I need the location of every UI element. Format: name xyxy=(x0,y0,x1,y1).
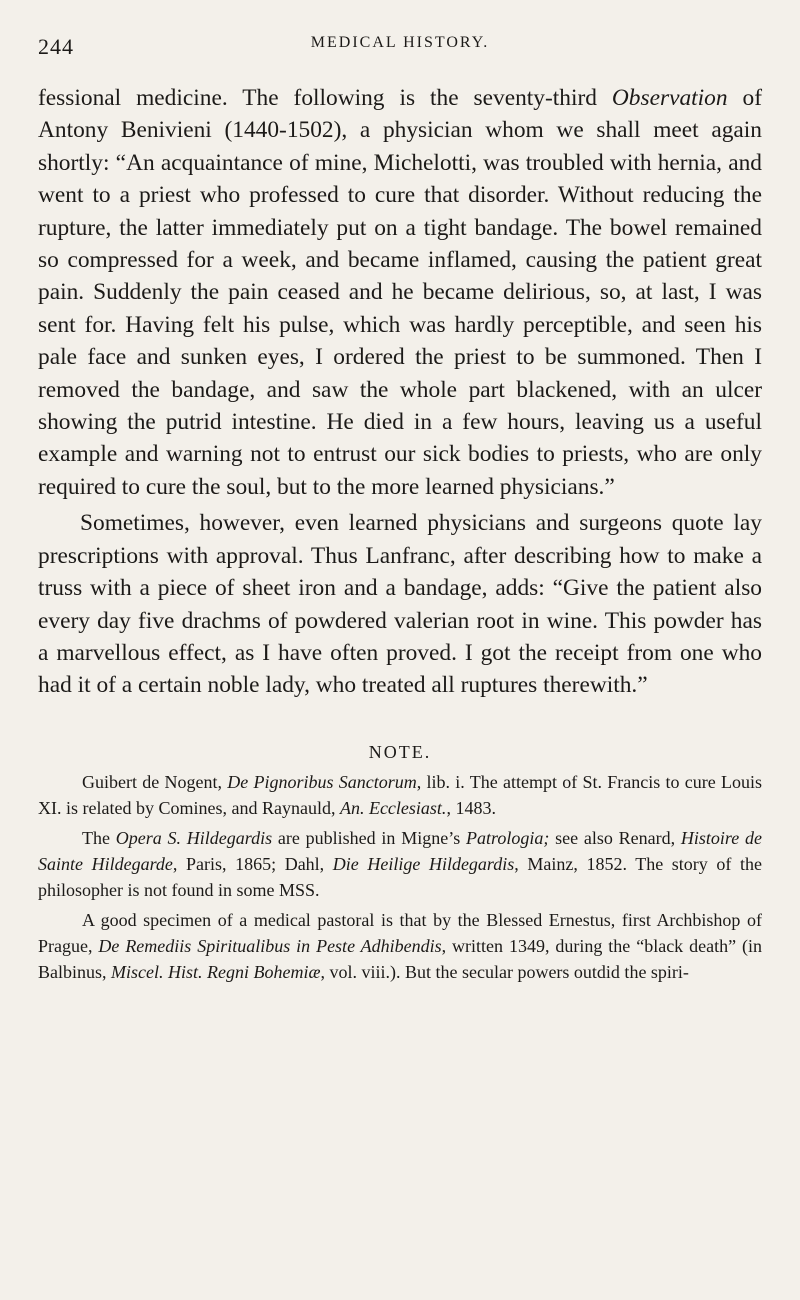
note-hildegardis: The Opera S. Hildegardis are published in Migne’s Patrologia; see also Renard, Histoire de Sainte Hildegarde, Paris, 1865; Dahl, Die Heilige Hildegardis, Mainz, 1852. The story of the philosopher is not found in some MSS. xyxy=(38,827,762,900)
running-title: MEDICAL HISTORY. xyxy=(310,34,490,51)
note-guibert: Guibert de Nogent, De Pignoribus Sanctorum, lib. i. The attempt of St. Francis to cure Louis XI. is related by Comines, and Raynauld, An. Ecclesiast., 1483. xyxy=(38,771,762,818)
note-ernestus: A good specimen of a medical pastoral is that by the Blessed Ernestus, first Archbishop of Prague, De Remediis Spiritualibus in Peste Adhibendis, written 1349, during the “black death” (in Balbinus, Miscel. Hist. Regni Bohemiæ, vol. viii.). But the secular powers outdid the spiri- xyxy=(38,909,762,982)
running-head xyxy=(38,30,762,64)
main-text xyxy=(38,82,762,702)
note-heading: NOTE. xyxy=(368,741,432,762)
page-number: 244 xyxy=(38,34,74,59)
paragraph-lanfranc: Sometimes, however, even learned physicians and surgeons quote lay prescriptions with approval. Thus Lanfranc, after describing how to make a truss with a piece of sheet iron and a bandage, adds: “Give the patient also every day five drachms of powdered valerian root in wine. This powder has a marvellous effect, as I have often proved. I got the receipt from one who had it of a certain noble lady, who treated all ruptures therewith.” xyxy=(38,510,762,699)
paragraph-benivieni: fessional medicine. The following is the seventy-third Observation of Antony Benivieni (1440-1502), a physician whom we shall meet again shortly: “An acquaintance of mine, Michelotti, was troubled with hernia, and went to a priest who professed to cure that disorder. Without reducing the rupture, the latter immediately put on a tight bandage. The bowel remained so compressed for a week, and became inflamed, causing the patient great pain. Suddenly the pain ceased and he became delirious, so, at last, I was sent for. Having felt his pulse, which was hardly perceptible, and seen his pale face and sunken eyes, I ordered the priest to be summoned. Then I removed the bandage, and saw the whole part blackened, with an ulcer showing the putrid intestine. He died in a few hours, leaving us a useful example and warning not to entrust our sick bodies to priests, who are only required to cure the soul, but to the more learned physicians.” xyxy=(38,85,762,500)
notes-section xyxy=(38,769,762,985)
book-page xyxy=(38,30,762,989)
